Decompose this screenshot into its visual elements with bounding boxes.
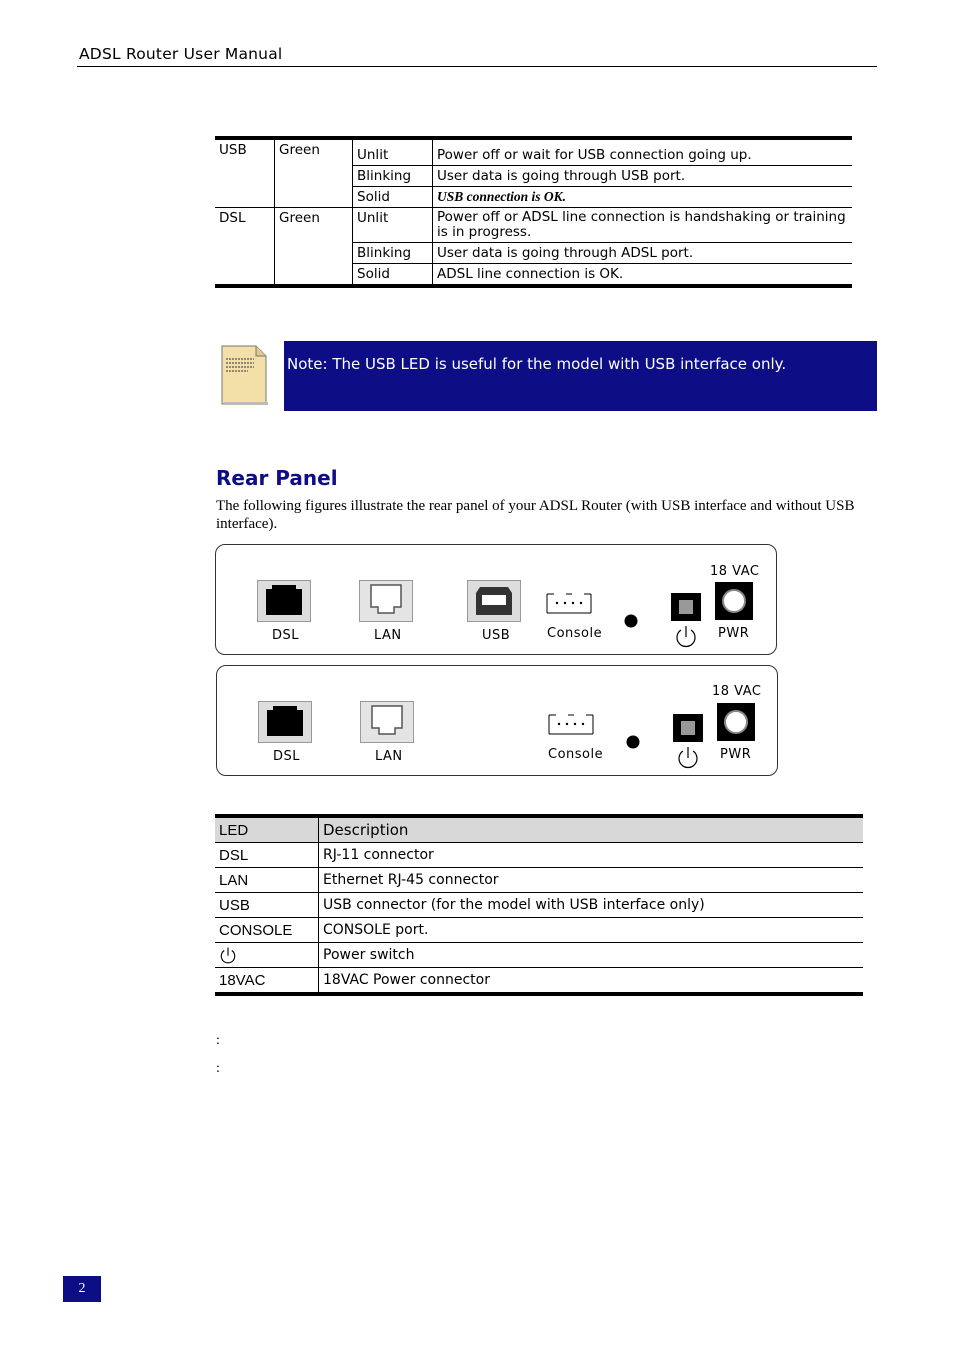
- port-desc: 18VAC Power connector: [319, 968, 864, 995]
- dsl-port: [258, 701, 312, 743]
- led-state: Solid: [353, 187, 433, 208]
- led-state: Blinking: [353, 243, 433, 264]
- console-label: Console: [547, 626, 603, 641]
- note-paper-icon: [218, 344, 268, 406]
- port-desc: CONSOLE port.: [319, 918, 864, 943]
- table-row: [215, 893, 863, 918]
- port-name: USB: [215, 893, 319, 918]
- table-row: [215, 943, 863, 968]
- header-description: Description: [319, 816, 864, 843]
- header-led: LED: [215, 816, 319, 843]
- table-row: [215, 138, 852, 166]
- led-name: USB: [215, 138, 275, 208]
- table-row: [215, 208, 852, 243]
- trailing-colon: :: [216, 1033, 220, 1048]
- dsl-port: [257, 580, 311, 622]
- power-switch[interactable]: [673, 714, 703, 742]
- port-desc: Power switch: [319, 943, 864, 968]
- reset-hole-icon: [625, 734, 641, 750]
- port-name: 18VAC: [215, 968, 319, 995]
- port-desc: Ethernet RJ-45 connector: [319, 868, 864, 893]
- led-desc: ADSL line connection is OK.: [433, 264, 853, 287]
- port-description-table: [215, 814, 863, 996]
- table-header-row: [215, 816, 863, 843]
- port-name: DSL: [215, 843, 319, 868]
- led-state: Blinking: [353, 166, 433, 187]
- table-row: [215, 843, 863, 868]
- usb-port: [467, 580, 521, 622]
- led-state: Solid: [353, 264, 433, 287]
- led-state: Unlit: [353, 138, 433, 166]
- page-header-title: ADSL Router User Manual: [79, 45, 283, 63]
- led-status-table: [215, 136, 852, 288]
- power-jack: [715, 582, 753, 620]
- note-text: Note: The USB LED is useful for the model with USB interface only.: [287, 355, 787, 373]
- dsl-label: DSL: [272, 628, 300, 643]
- port-name: [215, 943, 319, 968]
- rear-panel-with-usb: [215, 544, 777, 655]
- reset-hole-icon: [623, 613, 639, 629]
- usb-label: USB: [482, 628, 511, 643]
- led-state: Unlit: [353, 208, 433, 243]
- table-row: [215, 968, 863, 995]
- console-label: Console: [548, 747, 604, 762]
- header-rule: [77, 66, 877, 67]
- port-name: CONSOLE: [215, 918, 319, 943]
- lan-label: LAN: [375, 749, 403, 764]
- vac-label: 18 VAC: [710, 564, 760, 579]
- dsl-label: DSL: [273, 749, 301, 764]
- led-desc: Power off or wait for USB connection going up.: [433, 138, 853, 166]
- led-color: Green: [275, 208, 353, 287]
- console-port-icon: [546, 593, 592, 615]
- pwr-label: PWR: [720, 747, 752, 762]
- led-desc: User data is going through ADSL port.: [433, 243, 853, 264]
- note-box: [284, 341, 877, 411]
- power-switch[interactable]: [671, 593, 701, 621]
- led-color: Green: [275, 138, 353, 208]
- led-name: DSL: [215, 208, 275, 287]
- pwr-label: PWR: [718, 626, 750, 641]
- lan-label: LAN: [374, 628, 402, 643]
- lan-port: [360, 701, 414, 743]
- power-jack: [717, 703, 755, 741]
- trailing-colon: :: [216, 1061, 220, 1076]
- section-heading: Rear Panel: [216, 466, 338, 490]
- vac-label: 18 VAC: [712, 684, 762, 699]
- port-desc: RJ-11 connector: [319, 843, 864, 868]
- led-desc: USB connection is OK.: [433, 187, 853, 208]
- power-icon: [676, 745, 700, 769]
- table-row: [215, 868, 863, 893]
- table-row: [215, 918, 863, 943]
- led-desc: User data is going through USB port.: [433, 166, 853, 187]
- section-intro: The following figures illustrate the rear panel of your ADSL Router (with USB interface and without USB interface).: [216, 498, 855, 532]
- console-port-icon: [548, 714, 594, 736]
- power-icon: [219, 946, 237, 964]
- lan-port: [359, 580, 413, 622]
- power-icon: [674, 624, 698, 648]
- rear-panel-without-usb: [216, 665, 778, 776]
- port-desc: USB connector (for the model with USB interface only): [319, 893, 864, 918]
- led-desc: Power off or ADSL line connection is handshaking or training is in progress.: [433, 208, 853, 243]
- page-number: 2: [63, 1276, 101, 1302]
- port-name: LAN: [215, 868, 319, 893]
